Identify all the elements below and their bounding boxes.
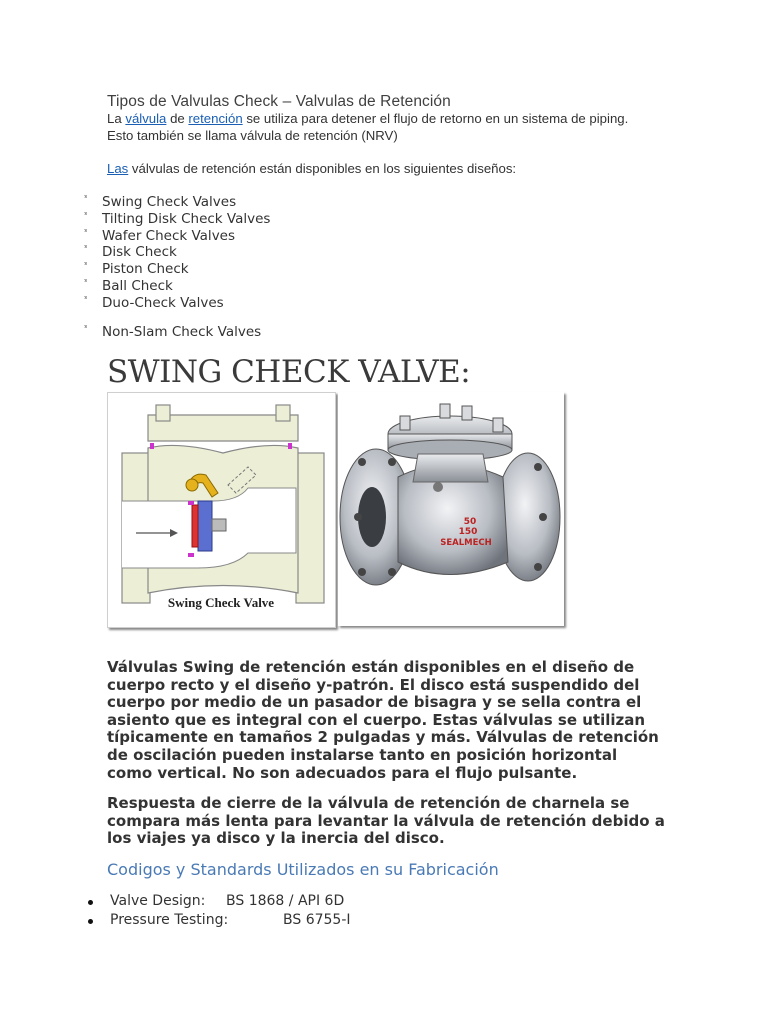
page-title: Tipos de Valvulas Check – Valvulas de Retención <box>107 93 451 110</box>
list-item <box>84 211 270 228</box>
intro-text: de <box>166 111 189 126</box>
bullet-icon: ᵌ <box>84 323 88 334</box>
valve-photo-graphic <box>338 392 564 626</box>
spec-value: BS 6755-I <box>283 912 351 928</box>
bullet-icon: ᵌ <box>84 294 88 305</box>
intro-text: se utiliza para detener el flujo de retorno en un sistema de piping. <box>242 111 629 126</box>
list-item-label: Swing Check Valves <box>102 194 237 210</box>
list-item-label: Wafer Check Valves <box>102 227 236 244</box>
bullet-icon: ᵌ <box>84 277 88 288</box>
list-item <box>84 261 270 278</box>
intro-text: válvulas de retención están disponibles en los siguientes diseños: <box>128 161 517 176</box>
valve-marking: SEALMECH <box>440 538 492 548</box>
list-item <box>84 278 270 295</box>
list-item <box>88 892 345 911</box>
description-paragraph: Válvulas Swing de retención están disponibles en el diseño de cuerpo recto y el diseño y-patrón. El disco está suspendido del cuerpo por medio de un pasador de bisagra y se sella contra el asiento que es integral con el cuerpo. Estas válvulas se utilizan típicamente en tamaños 2 pulgadas y más. Válvulas de retención de oscilación pueden instalarse tanto en posición horizontal como vertical. No son adecuados para el flujo pulsante. <box>107 658 659 782</box>
intro-line-1 <box>107 111 628 126</box>
spec-label: Valve Design: <box>110 893 206 909</box>
valve-marking: 50 <box>463 517 477 527</box>
list-item <box>84 244 270 261</box>
link-las[interactable]: Las <box>107 161 129 176</box>
bullet-icon: ᵌ <box>84 227 88 238</box>
list-item-label: Ball Check <box>102 277 173 294</box>
swing-check-photo <box>338 392 564 626</box>
diagram-graphic <box>108 393 335 627</box>
bullet-icon: ᵌ <box>84 194 88 204</box>
intro-line-3 <box>107 161 516 176</box>
section-title: SWING CHECK VALVE: <box>107 354 471 390</box>
list-item-label: Non-Slam Check Valves <box>102 323 262 340</box>
list-item <box>84 324 270 341</box>
designs-list <box>84 194 270 340</box>
spec-label: Pressure Testing: <box>110 912 229 928</box>
list-item <box>88 911 351 930</box>
list-item <box>84 228 270 245</box>
list-item <box>84 295 270 312</box>
codes-list <box>88 892 351 930</box>
bullet-icon: ᵌ <box>84 261 88 272</box>
spec-value: BS 1868 / API 6D <box>226 893 345 909</box>
description-paragraph: Respuesta de cierre de la válvula de retención de charnela se compara más lenta para levantar la válvula de retención debido a los viajes ya disco y la inercia del disco. <box>107 794 665 848</box>
swing-check-diagram <box>107 392 336 628</box>
bullet-icon: ᵌ <box>84 210 88 221</box>
list-item <box>84 194 270 211</box>
bullet-icon: ᵌ <box>84 244 88 255</box>
codes-heading: Codigos y Standards Utilizados en su Fabricación <box>107 860 499 879</box>
link-retencion[interactable]: retención <box>188 111 243 126</box>
list-item-label: Piston Check <box>102 261 189 278</box>
list-item-label: Tilting Disk Check Valves <box>102 210 271 227</box>
list-item-label: Duo-Check Valves <box>102 294 224 311</box>
intro-line-2: Esto también se llama válvula de retención (NRV) <box>107 128 398 143</box>
link-valvula[interactable]: válvula <box>125 111 167 126</box>
valve-marking: 150 <box>458 527 478 537</box>
list-item-label: Disk Check <box>102 244 177 261</box>
diagram-caption: Swing Check Valve <box>167 595 275 610</box>
intro-text: La <box>107 111 126 126</box>
